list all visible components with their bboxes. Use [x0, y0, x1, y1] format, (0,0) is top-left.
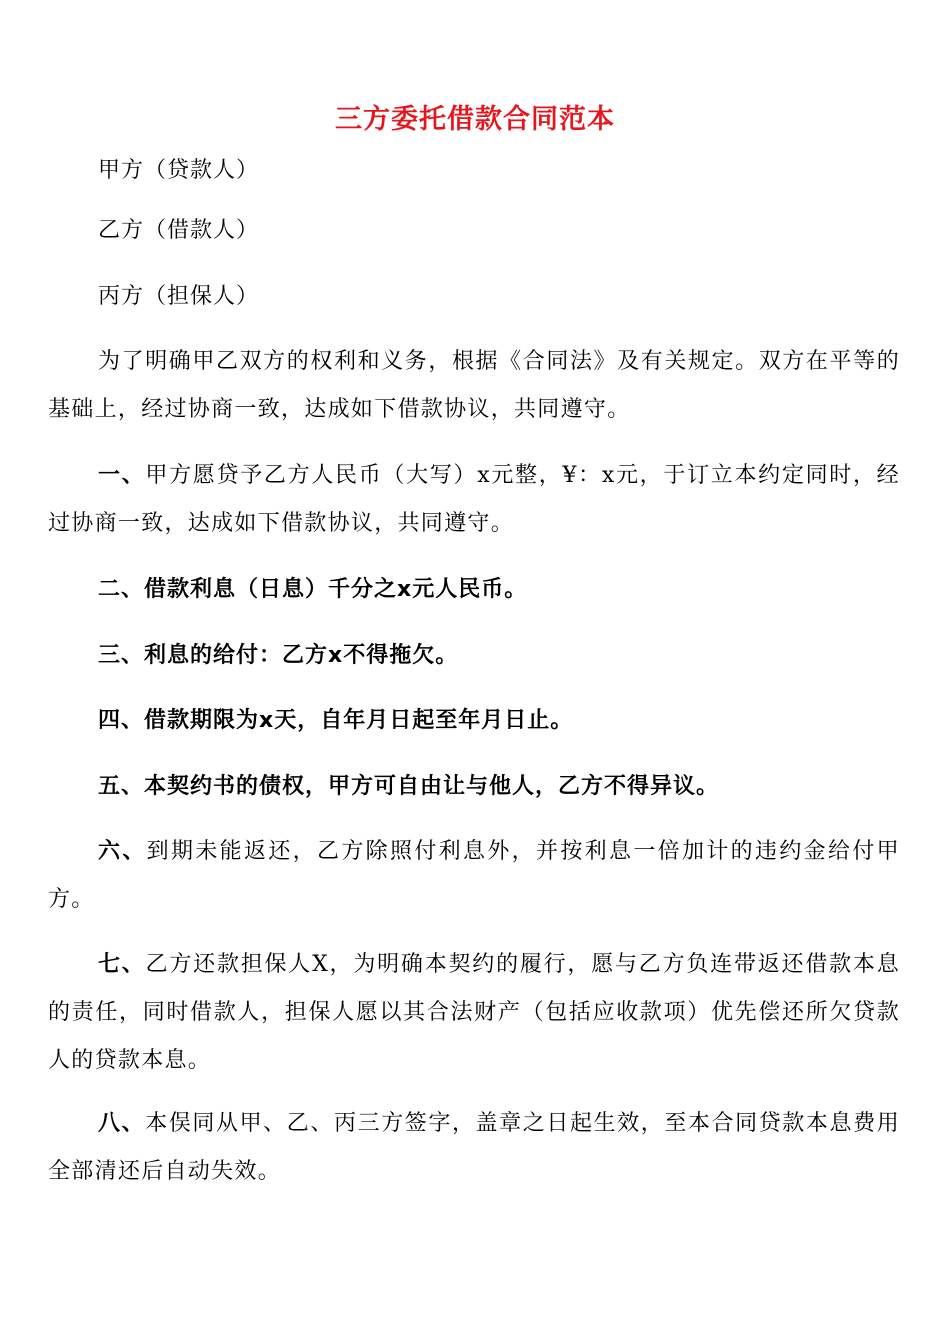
clause-7-text: 乙方还款担保人X，为明确本契约的履行，愿与乙方负连带返还借款本息的责任，同时借款人，担保人愿以其合法财产（包括应收款项）优先偿还所欠贷款人的贷款本息。 — [48, 952, 900, 1073]
clause-7-number: 七、 — [98, 952, 146, 977]
party-lender: 甲方（贷款人） — [98, 158, 260, 183]
party-borrower: 乙方（借款人） — [98, 218, 260, 243]
intro-paragraph: 为了明确甲乙双方的权利和义务，根据《合同法》及有关规定。双方在平等的基础上，经过协商一致，达成如下借款协议，共同遵守。 — [48, 349, 900, 422]
clause-1-text: 甲方愿贷予乙方人民币（大写）x元整，¥：x元，于订立本约定同时，经过协商一致，达成如下借款协议，共同遵守。 — [48, 463, 900, 536]
document-title: 三方委托借款合同范本 — [335, 104, 615, 135]
clause-7 — [48, 941, 900, 1085]
clause-4: 四、借款期限为x天，自年月日起至年月日止。 — [98, 708, 574, 733]
clause-6-number: 六、 — [98, 839, 147, 864]
clause-8-number: 八、 — [98, 1111, 146, 1136]
clause-3: 三、利息的给付：乙方x不得拖欠。 — [98, 643, 459, 668]
party-guarantor: 丙方（担保人） — [98, 284, 260, 309]
clause-8-text: 本俣同从甲、乙、丙三方签字，盖章之日起生效，至本合同贷款本息费用全部清还后自动失效。 — [48, 1111, 900, 1184]
clause-1 — [48, 452, 900, 548]
clause-5: 五、本契约书的债权，甲方可自由让与他人，乙方不得异议。 — [98, 774, 720, 799]
clause-1-number: 一、 — [98, 463, 146, 488]
clause-6-text: 到期未能返还，乙方除照付利息外，并按利息一倍加计的违约金给付甲方。 — [48, 839, 900, 912]
clause-6 — [48, 828, 900, 924]
clause-2: 二、借款利息（日息）千分之x元人民币。 — [98, 577, 528, 602]
clause-8 — [48, 1100, 900, 1196]
